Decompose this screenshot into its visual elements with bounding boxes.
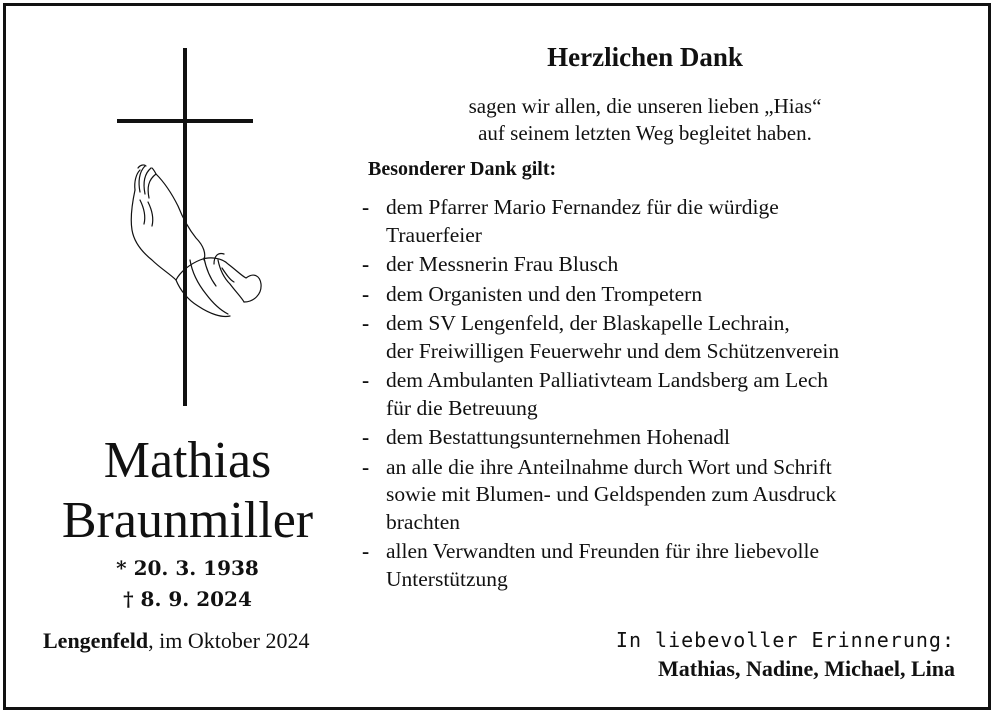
- list-item-line: dem Ambulanten Palliativteam Landsberg am Lech: [386, 368, 829, 392]
- dash-bullet: -: [362, 281, 370, 306]
- death-date: † 8. 9. 2024: [123, 587, 252, 611]
- special-thanks-subheading: Besonderer Dank gilt:: [368, 158, 557, 180]
- place-name: Lengenfeld: [43, 628, 149, 653]
- list-item: [362, 454, 972, 537]
- dash-bullet: -: [362, 539, 370, 563]
- list-item-line: dem Bestattungsunternehmen Hohenadl: [386, 425, 730, 449]
- list-item: [362, 538, 972, 593]
- list-item-line: dem SV Lengenfeld, der Blaskapelle Lechrain,: [386, 311, 790, 335]
- list-item-line: an alle die ihre Anteilnahme durch Wort und Schrift: [386, 454, 832, 479]
- list-item-line: dem Pfarrer Mario Fernandez für die würdige: [386, 195, 779, 219]
- dash-bullet: -: [362, 195, 370, 219]
- list-item-line: für die Betreuung: [386, 395, 538, 420]
- dash-bullet: -: [362, 311, 370, 335]
- cross-horizontal-bar: [117, 119, 253, 123]
- list-item: [362, 367, 972, 422]
- list-item-line: Unterstützung: [386, 566, 508, 591]
- list-item-line: Trauerfeier: [386, 222, 482, 247]
- list-item-line: sowie mit Blumen- und Geldspenden zum Ausdruck: [386, 482, 837, 506]
- list-item: [362, 310, 972, 365]
- dash-bullet: -: [362, 425, 370, 449]
- dash-bullet: -: [362, 454, 370, 479]
- list-item: [362, 281, 972, 309]
- signers: Mathias, Nadine, Michael, Lina: [657, 656, 955, 681]
- deceased-last-name: Braunmiller: [61, 492, 314, 549]
- list-item: [362, 194, 972, 249]
- birth-date: * 20. 3. 1938: [116, 556, 259, 580]
- praying-hands-icon: [118, 160, 263, 320]
- list-item-line: allen Verwandten und Freunden für ihre liebevolle: [386, 539, 820, 563]
- closing-line: In liebevoller Erinnerung:: [615, 628, 955, 652]
- list-item-line: der Messnerin Frau Blusch: [386, 252, 619, 276]
- list-item-line: dem Organisten und den Trompetern: [386, 281, 703, 306]
- place-and-date: [43, 628, 309, 654]
- thanks-list: [362, 194, 972, 595]
- list-item: [362, 251, 972, 279]
- list-item: [362, 424, 972, 452]
- deceased-first-name: Mathias: [103, 432, 272, 489]
- list-item-line: brachten: [386, 509, 461, 534]
- dash-bullet: -: [362, 368, 370, 392]
- intro-line-1: sagen wir allen, die unseren lieben „Hias“: [468, 94, 822, 118]
- dash-bullet: -: [362, 252, 370, 276]
- list-item-line: der Freiwilligen Feuerwehr und dem Schützenverein: [386, 338, 840, 363]
- date-text: , im Oktober 2024: [148, 628, 310, 653]
- thanks-heading: Herzlichen Dank: [547, 42, 743, 72]
- intro-line-2: auf seinem letzten Weg begleitet haben.: [478, 121, 812, 145]
